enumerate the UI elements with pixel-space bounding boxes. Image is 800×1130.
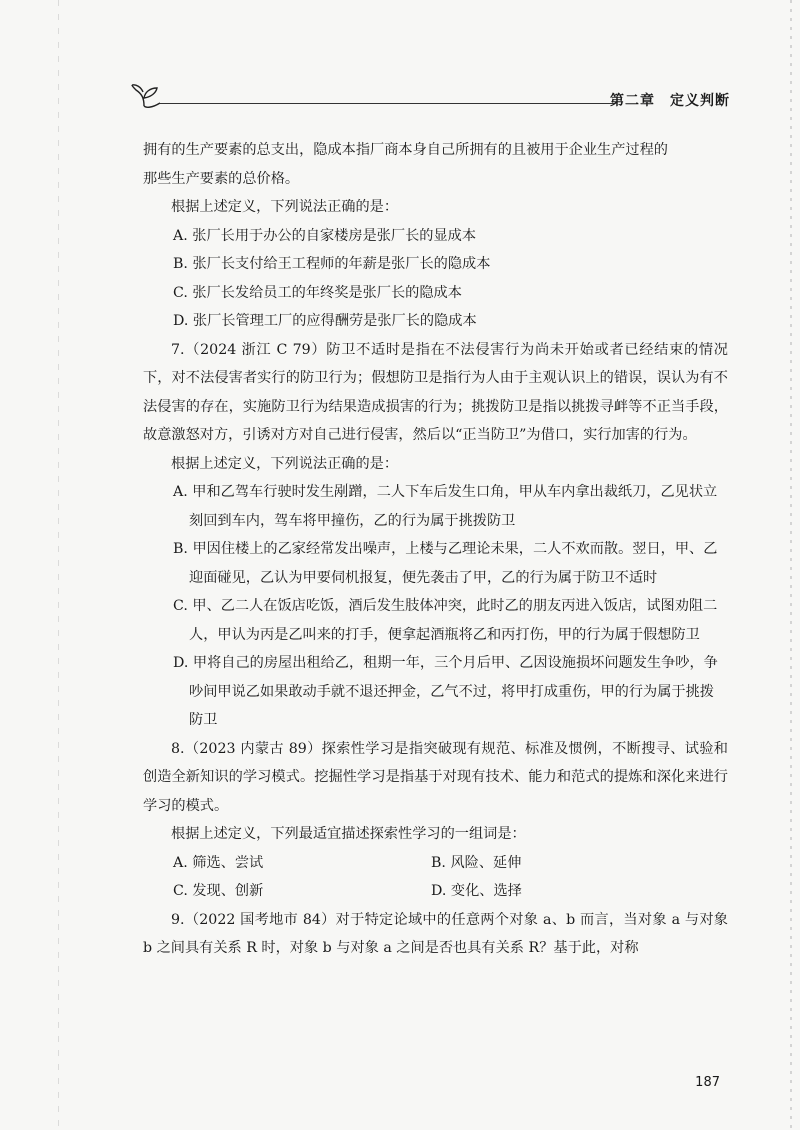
scan-edge-left [58, 0, 59, 1130]
q6-option-a: A. 张厂长用于办公的自家楼房是张厂长的显成本 [173, 227, 477, 244]
q8-option-c: C. 发现、创新 [173, 883, 264, 899]
q7-stem: 7.（2024 浙江 C 79）防卫不适时是指在不法侵害行为尚未开始或者已经结束的情况下，对不法侵害者实行的防卫行为；假想防卫是指行为人由于主观认识上的错误，误认为有不法侵害的存在，实施防卫行为结果造成损害的行为；挑拨防卫是指以挑拨寻衅等不正当手段，故意激怒对方，引诱对方对自己进行侵害，然后以“正当防卫”为借口，实行加害的行为。 [143, 341, 728, 443]
q8-options-row-1 [143, 849, 728, 878]
sprout-icon [130, 82, 164, 110]
header-rule [160, 103, 615, 104]
q8-prompt: 根据上述定义，下列最适宜描述探索性学习的一组词是： [171, 826, 526, 842]
q7-prompt: 根据上述定义，下列说法正确的是： [171, 455, 399, 472]
q8-option-a: A. 筛选、尝试 [173, 854, 264, 871]
q9-stem: 9.（2022 国考地市 84）对于特定论域中的任意两个对象 a、b 而言，当对象 a 与对象 b 之间具有关系 R 时，对象 b 与对象 a 之间是否也具有关系 R？基于此，对称 [143, 911, 728, 956]
intro-line-1: 拥有的生产要素的总支出，隐成本指厂商本身自己所拥有的且被用于企业生产过程的 [143, 142, 668, 158]
q8-options-row-2 [143, 877, 728, 906]
q7-option-d: D. 甲将自己的房屋出租给乙，租期一年，三个月后甲、乙因设施损坏问题发生争吵，争吵间甲说乙如果敢动手就不退还押金，乙气不过，将甲打成重伤，甲的行为属于挑拨防卫 [173, 655, 718, 728]
q8-stem: 8.（2023 内蒙古 89）探索性学习是指突破现有规范、标准及惯例，不断搜寻、试验和创造全新知识的学习模式。挖掘性学习是指基于对现有技术、能力和范式的提炼和深化来进行学习的模式。 [143, 740, 728, 814]
q7-option-c: C. 甲、乙二人在饭店吃饭，酒后发生肢体冲突，此时乙的朋友丙进入饭店，试图劝阻二人，甲认为丙是乙叫来的打手，便拿起酒瓶将乙和丙打伤，甲的行为属于假想防卫 [173, 598, 718, 643]
q7-option-b: B. 甲因住楼上的乙家经常发出噪声，上楼与乙理论未果，二人不欢而散。翌日，甲、乙迎面碰见，乙认为甲要伺机报复，便先袭击了甲，乙的行为属于防卫不适时 [173, 541, 718, 586]
q6-prompt: 根据上述定义，下列说法正确的是： [171, 199, 399, 215]
q6-option-d: D. 张厂长管理工厂的应得酬劳是张厂长的隐成本 [173, 313, 477, 329]
q8-option-d: D. 变化、选择 [431, 883, 522, 899]
intro-line-2: 那些生产要素的总价格。 [143, 170, 300, 187]
page-number: 187 [695, 1075, 720, 1090]
scan-edge-right [790, 0, 792, 1130]
page-content [143, 136, 728, 963]
chapter-title: 第二章 定义判断 [610, 93, 730, 109]
q7-option-a: A. 甲和乙驾车行驶时发生剐蹭，二人下车后发生口角，甲从车内拿出裁纸刀，乙见状立刻回到车内，驾车将甲撞伤，乙的行为属于挑拨防卫 [173, 484, 718, 529]
q6-option-b: B. 张厂长支付给王工程师的年薪是张厂长的隐成本 [173, 256, 491, 272]
q8-option-b: B. 风险、延伸 [431, 854, 522, 871]
q6-option-c: C. 张厂长发给员工的年终奖是张厂长的隐成本 [173, 284, 462, 301]
page-header [130, 82, 730, 112]
